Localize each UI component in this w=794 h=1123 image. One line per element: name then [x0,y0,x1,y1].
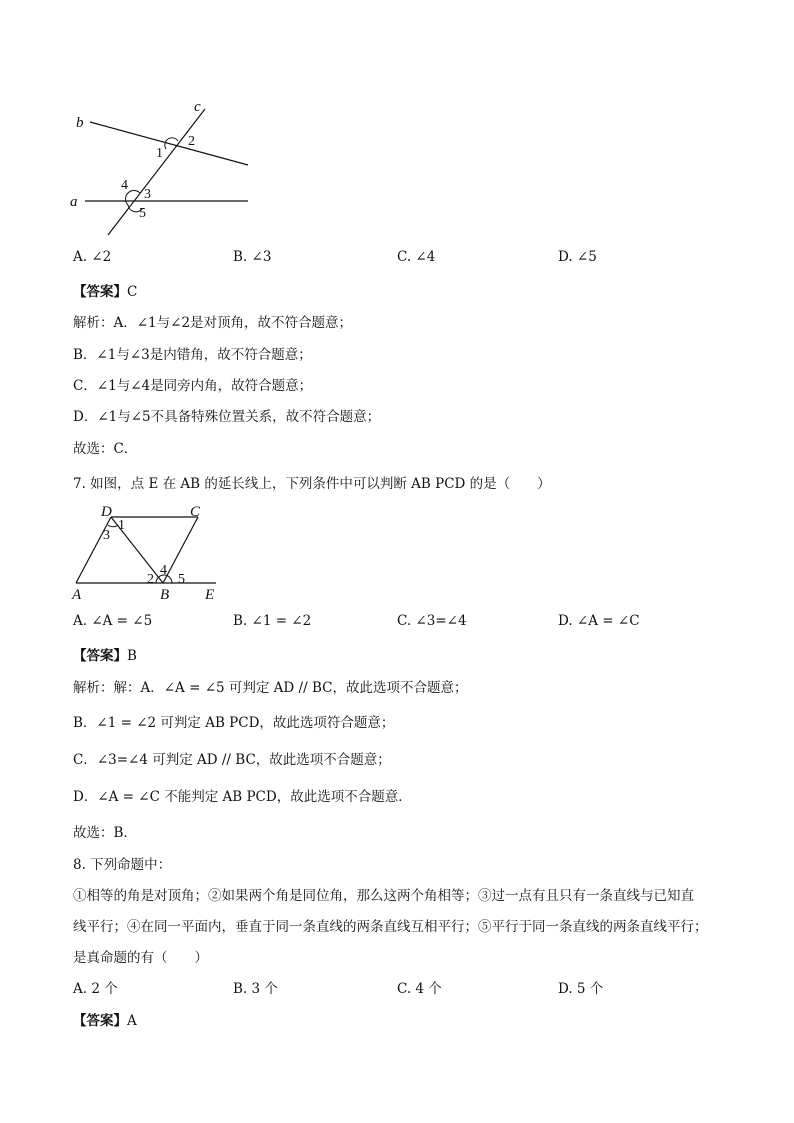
answer-tag: 【答案】 [73,1013,127,1029]
angle-label-2: 2 [188,134,195,149]
angle-label-1: 1 [156,146,163,161]
line-b [90,122,248,165]
angle-label-3: 3 [103,528,110,543]
figure-quadrilateral [68,503,228,603]
angle-label-4: 4 [160,563,167,578]
q6-conclusion: 故选：C． [73,441,138,457]
q6-explanation-line: B．∠1与∠3是内错角，故不符合题意； [73,347,312,363]
answer-tag: 【答案】 [73,648,127,664]
q6-explanation-line: 解析：A．∠1与∠2是对顶角，故不符合题意； [73,315,353,331]
q8-stem: 8. 下列命题中： [73,857,172,873]
q8-option-d: D. 5 个 [558,981,604,997]
q6-answer [73,280,137,300]
q7-answer [73,644,137,664]
label-E: E [205,587,215,603]
answer-value: B [127,648,137,664]
answer-tag: 【答案】 [73,284,127,300]
q7-conclusion: 故选：B． [73,825,137,841]
answer-value: A [127,1013,137,1029]
q8-body-line: 线平行；④在同一平面内，垂直于同一条直线的两条直线互相平行；⑤平行于同一条直线的两条直线平行； [73,919,708,935]
angle-label-5: 5 [178,572,185,587]
label-C: C [190,504,201,520]
label-B: B [160,587,170,603]
q6-explanation-line: C．∠1与∠4是同旁内角，故符合题意； [73,378,313,394]
line-c [108,109,205,235]
angle-label-3: 3 [144,187,151,202]
q7-explanation-line: B．∠1 = ∠2 可判定 AB PCD，故此选项符合题意； [73,715,395,731]
angle-label-2: 2 [147,572,154,587]
q8-option-a: A. 2 个 [73,981,118,997]
q7-option-a: A. ∠A = ∠5 [73,613,153,629]
label-D: D [101,504,112,520]
q7-option-b: B. ∠1 = ∠2 [233,613,312,629]
q7-explanation-line: 解析：解：A．∠A = ∠5 可判定 AD // BC，故此选项不合题意； [73,680,468,696]
q7-option-d: D. ∠A = ∠C [558,613,640,629]
q8-body-line: 是真命题的有（ ） [73,950,208,966]
angle-label-1: 1 [118,518,125,533]
q6-option-b: B. ∠3 [233,249,272,265]
figure-parallel-lines-transversal [60,95,260,240]
label-a: a [70,194,78,210]
q7-stem: 7. 如图，点 E 在 AB 的延长线上，下列条件中可以判断 AB PCD 的是（ ） [73,476,551,492]
q8-option-b: B. 3 个 [233,981,278,997]
label-c: c [194,99,201,115]
q8-answer [73,1009,137,1029]
q7-explanation-line: D．∠A = ∠C 不能判定 AB PCD，故此选项不合题意． [73,789,412,805]
q6-explanation-line: D．∠1与∠5不具备特殊位置关系，故不符合题意； [73,409,381,425]
q6-option-a: A. ∠2 [73,249,112,265]
q6-option-c: C. ∠4 [397,249,436,265]
q7-option-c: C. ∠3=∠4 [397,613,467,629]
q8-body-line: ①相等的角是对顶角；②如果两个角是同位角，那么这两个角相等；③过一点有且只有一条直线与已知直 [73,888,694,904]
q8-option-c: C. 4 个 [397,981,442,997]
angle-label-4: 4 [121,178,128,193]
angle-arc-d [108,525,118,527]
segment-ad [76,517,111,583]
label-A: A [72,587,82,603]
q6-option-d: D. ∠5 [558,249,597,265]
q7-explanation-line: C．∠3=∠4 可判定 AD // BC，故此选项不合题意； [73,752,391,768]
answer-value: C [127,284,138,300]
angle-label-5: 5 [139,206,146,221]
label-b: b [76,115,84,131]
